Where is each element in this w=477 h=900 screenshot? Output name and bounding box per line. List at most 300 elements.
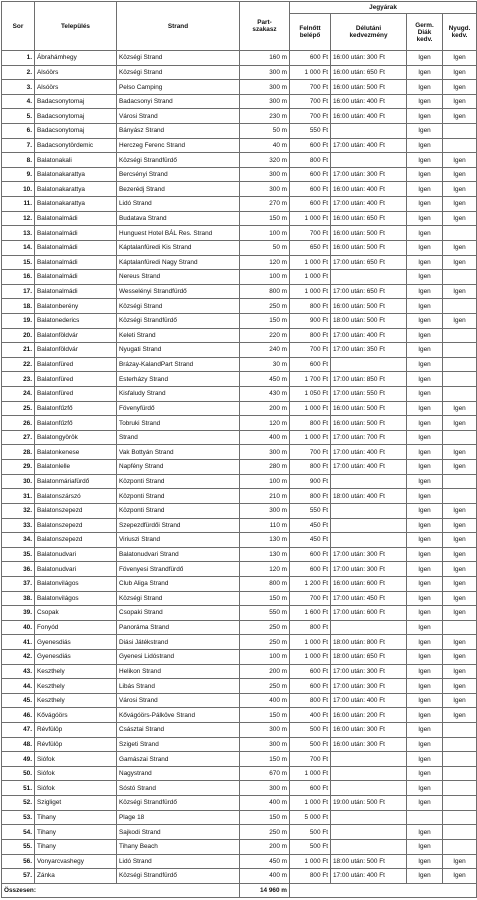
- settlement-cell: Balatonszepezd: [35, 518, 117, 533]
- afternoon-discount-cell: 17:00 után: 400 Ft: [331, 138, 407, 153]
- table-row: [2, 562, 477, 577]
- student-discount-cell: Igen: [407, 869, 443, 884]
- settlement-cell: Keszthely: [35, 693, 117, 708]
- shore-length-cell: 210 m: [240, 489, 290, 504]
- row-number: 33.: [2, 518, 35, 533]
- adult-price-cell: 600 Ft: [290, 182, 331, 197]
- senior-discount-cell: Igen: [443, 649, 477, 664]
- settlement-cell: Balatonakarattya: [35, 167, 117, 182]
- senior-discount-cell: Igen: [443, 240, 477, 255]
- adult-price-cell: 700 Ft: [290, 94, 331, 109]
- table-row: [2, 635, 477, 650]
- settlement-cell: Balatonszárszó: [35, 489, 117, 504]
- afternoon-discount-cell: [331, 474, 407, 489]
- shore-length-cell: 100 m: [240, 226, 290, 241]
- beach-name-cell: Császtai Strand: [117, 723, 240, 738]
- beach-name-cell: Diási Játékstrand: [117, 635, 240, 650]
- table-row: [2, 357, 477, 372]
- beach-name-cell: Strand: [117, 430, 240, 445]
- afternoon-discount-cell: 17:00 után: 300 Ft: [331, 547, 407, 562]
- settlement-cell: Badacsonytomaj: [35, 109, 117, 124]
- total-empty-cell: [290, 883, 477, 898]
- senior-discount-cell: Igen: [443, 445, 477, 460]
- shore-length-cell: 400 m: [240, 430, 290, 445]
- shore-length-cell: 50 m: [240, 240, 290, 255]
- afternoon-discount-cell: [331, 752, 407, 767]
- beach-name-cell: Viriuszi Strand: [117, 533, 240, 548]
- beach-name-cell: Wesselényi Strandfürdő: [117, 284, 240, 299]
- student-discount-cell: Igen: [407, 489, 443, 504]
- student-discount-cell: Igen: [407, 781, 443, 796]
- table-row: [2, 80, 477, 95]
- shore-length-cell: 150 m: [240, 313, 290, 328]
- shore-length-cell: 150 m: [240, 591, 290, 606]
- afternoon-discount-cell: [331, 825, 407, 840]
- shore-length-cell: 300 m: [240, 65, 290, 80]
- shore-length-cell: 200 m: [240, 664, 290, 679]
- afternoon-discount-cell: 16:00 után: 500 Ft: [331, 401, 407, 416]
- senior-discount-cell: Igen: [443, 182, 477, 197]
- adult-price-cell: 1 200 Ft: [290, 576, 331, 591]
- senior-discount-cell: [443, 430, 477, 445]
- beach-name-cell: Községi Strandfürdő: [117, 313, 240, 328]
- row-number: 8.: [2, 153, 35, 168]
- settlement-cell: Balatonberény: [35, 299, 117, 314]
- beach-name-cell: Brázay-KalandPart Strand: [117, 357, 240, 372]
- afternoon-discount-cell: 16:00 után: 300 Ft: [331, 51, 407, 66]
- shore-length-cell: 150 m: [240, 752, 290, 767]
- beach-name-cell: Lidó Strand: [117, 854, 240, 869]
- senior-discount-cell: Igen: [443, 503, 477, 518]
- shore-length-cell: 300 m: [240, 167, 290, 182]
- beach-name-cell: Badacsonyi Strand: [117, 94, 240, 109]
- settlement-cell: Balatonalmádi: [35, 270, 117, 285]
- beach-name-cell: Club Aliga Strand: [117, 576, 240, 591]
- senior-discount-cell: Igen: [443, 679, 477, 694]
- senior-discount-cell: Igen: [443, 606, 477, 621]
- shore-length-cell: 300 m: [240, 445, 290, 460]
- afternoon-discount-cell: 16:00 után: 400 Ft: [331, 182, 407, 197]
- table-row: [2, 255, 477, 270]
- row-number: 47.: [2, 723, 35, 738]
- student-discount-cell: Igen: [407, 124, 443, 139]
- senior-discount-cell: Igen: [443, 591, 477, 606]
- afternoon-discount-cell: 17:00 után: 400 Ft: [331, 693, 407, 708]
- row-number: 11.: [2, 197, 35, 212]
- settlement-cell: Gyenesdiás: [35, 635, 117, 650]
- settlement-cell: Balatonederics: [35, 313, 117, 328]
- row-number: 19.: [2, 313, 35, 328]
- senior-discount-cell: [443, 372, 477, 387]
- table-row: [2, 328, 477, 343]
- senior-discount-cell: Igen: [443, 65, 477, 80]
- adult-price-cell: 600 Ft: [290, 664, 331, 679]
- row-number: 40.: [2, 620, 35, 635]
- shore-length-cell: 150 m: [240, 211, 290, 226]
- senior-discount-cell: Igen: [443, 562, 477, 577]
- student-discount-cell: Igen: [407, 606, 443, 621]
- beach-name-cell: Községi Strand: [117, 65, 240, 80]
- row-number: 17.: [2, 284, 35, 299]
- senior-discount-cell: [443, 737, 477, 752]
- table-row: [2, 781, 477, 796]
- student-discount-cell: Igen: [407, 503, 443, 518]
- senior-discount-cell: Igen: [443, 693, 477, 708]
- table-row: [2, 723, 477, 738]
- shore-length-cell: 300 m: [240, 781, 290, 796]
- shore-length-cell: 550 m: [240, 606, 290, 621]
- afternoon-discount-cell: 16:00 után: 300 Ft: [331, 737, 407, 752]
- afternoon-discount-cell: 17:00 után: 300 Ft: [331, 562, 407, 577]
- beach-name-cell: Tobruki Strand: [117, 416, 240, 431]
- table-row: [2, 825, 477, 840]
- settlement-cell: Ábrahámhegy: [35, 51, 117, 66]
- adult-price-cell: 700 Ft: [290, 226, 331, 241]
- settlement-cell: Balatonakarattya: [35, 182, 117, 197]
- afternoon-discount-cell: 18:00 után: 650 Ft: [331, 649, 407, 664]
- table-body: [2, 51, 477, 884]
- senior-discount-cell: Igen: [443, 51, 477, 66]
- beach-name-cell: Pelso Camping: [117, 80, 240, 95]
- settlement-cell: Gyenesdiás: [35, 649, 117, 664]
- adult-price-cell: 1 000 Ft: [290, 430, 331, 445]
- table-row: [2, 737, 477, 752]
- table-row: [2, 430, 477, 445]
- shore-length-cell: 100 m: [240, 474, 290, 489]
- beach-name-cell: Központi Strand: [117, 474, 240, 489]
- shore-length-cell: 240 m: [240, 343, 290, 358]
- row-number: 7.: [2, 138, 35, 153]
- row-number: 28.: [2, 445, 35, 460]
- settlement-cell: Balatonalmádi: [35, 284, 117, 299]
- beach-name-cell: Községi Strand: [117, 51, 240, 66]
- senior-discount-cell: [443, 387, 477, 402]
- beach-name-cell: Csopaki Strand: [117, 606, 240, 621]
- afternoon-discount-cell: 17:00 után: 400 Ft: [331, 328, 407, 343]
- table-row: [2, 460, 477, 475]
- settlement-cell: Balatonlelle: [35, 460, 117, 475]
- settlement-cell: Fonyód: [35, 620, 117, 635]
- senior-discount-cell: Igen: [443, 518, 477, 533]
- student-discount-cell: Igen: [407, 284, 443, 299]
- afternoon-discount-cell: 16:00 után: 200 Ft: [331, 708, 407, 723]
- shore-length-cell: 130 m: [240, 533, 290, 548]
- afternoon-discount-cell: 18:00 után: 500 Ft: [331, 854, 407, 869]
- table-row: [2, 299, 477, 314]
- senior-discount-cell: [443, 357, 477, 372]
- afternoon-discount-cell: 17:00 után: 450 Ft: [331, 591, 407, 606]
- beach-name-cell: Kisfaludy Strand: [117, 387, 240, 402]
- senior-discount-cell: Igen: [443, 533, 477, 548]
- row-number: 5.: [2, 109, 35, 124]
- shore-length-cell: 40 m: [240, 138, 290, 153]
- student-discount-cell: Igen: [407, 591, 443, 606]
- shore-length-cell: 230 m: [240, 109, 290, 124]
- beach-name-cell: Községi Strand: [117, 591, 240, 606]
- settlement-cell: Keszthely: [35, 679, 117, 694]
- afternoon-discount-cell: 16:00 után: 600 Ft: [331, 576, 407, 591]
- shore-length-cell: 150 m: [240, 810, 290, 825]
- table-row: [2, 766, 477, 781]
- student-discount-cell: Igen: [407, 167, 443, 182]
- beach-name-cell: Keleti Strand: [117, 328, 240, 343]
- adult-price-cell: 700 Ft: [290, 445, 331, 460]
- student-discount-cell: Igen: [407, 51, 443, 66]
- adult-price-cell: 700 Ft: [290, 752, 331, 767]
- afternoon-discount-cell: 17:00 után: 550 Ft: [331, 387, 407, 402]
- row-number: 6.: [2, 124, 35, 139]
- adult-price-cell: 800 Ft: [290, 153, 331, 168]
- table-row: [2, 124, 477, 139]
- shore-length-cell: 250 m: [240, 679, 290, 694]
- senior-discount-cell: Igen: [443, 401, 477, 416]
- shore-length-cell: 30 m: [240, 357, 290, 372]
- student-discount-cell: Igen: [407, 679, 443, 694]
- afternoon-discount-cell: [331, 766, 407, 781]
- afternoon-discount-cell: 16:00 után: 300 Ft: [331, 723, 407, 738]
- student-discount-cell: Igen: [407, 854, 443, 869]
- shore-length-cell: 100 m: [240, 649, 290, 664]
- settlement-cell: Balatonudvari: [35, 562, 117, 577]
- row-number: 2.: [2, 65, 35, 80]
- shore-length-cell: 300 m: [240, 80, 290, 95]
- student-discount-cell: Igen: [407, 343, 443, 358]
- row-number: 1.: [2, 51, 35, 66]
- student-discount-cell: Igen: [407, 357, 443, 372]
- student-discount-cell: Igen: [407, 372, 443, 387]
- student-discount-cell: Igen: [407, 182, 443, 197]
- table-row: [2, 693, 477, 708]
- shore-length-cell: 430 m: [240, 387, 290, 402]
- senior-discount-cell: [443, 781, 477, 796]
- beach-name-cell: Községi Strandfürdő: [117, 869, 240, 884]
- student-discount-cell: Igen: [407, 649, 443, 664]
- adult-price-cell: 600 Ft: [290, 547, 331, 562]
- afternoon-discount-cell: 17:00 után: 650 Ft: [331, 255, 407, 270]
- shore-length-cell: 400 m: [240, 693, 290, 708]
- settlement-cell: Balatonfűzfő: [35, 416, 117, 431]
- row-number: 53.: [2, 810, 35, 825]
- student-discount-cell: Igen: [407, 138, 443, 153]
- adult-price-cell: 600 Ft: [290, 51, 331, 66]
- table-row: [2, 518, 477, 533]
- adult-price-cell: 700 Ft: [290, 80, 331, 95]
- settlement-cell: Alsóörs: [35, 65, 117, 80]
- adult-price-cell: 500 Ft: [290, 825, 331, 840]
- shore-length-cell: 300 m: [240, 503, 290, 518]
- senior-discount-cell: Igen: [443, 664, 477, 679]
- shore-length-cell: 120 m: [240, 255, 290, 270]
- adult-price-cell: 600 Ft: [290, 679, 331, 694]
- settlement-cell: Balatonfűzfő: [35, 401, 117, 416]
- adult-price-cell: 550 Ft: [290, 503, 331, 518]
- beach-name-cell: Helikon Strand: [117, 664, 240, 679]
- settlement-cell: Balatonszepezd: [35, 503, 117, 518]
- afternoon-discount-cell: [331, 518, 407, 533]
- header-strand: Strand: [117, 2, 240, 51]
- table-row: [2, 620, 477, 635]
- adult-price-cell: 500 Ft: [290, 839, 331, 854]
- shore-length-cell: 300 m: [240, 94, 290, 109]
- adult-price-cell: 800 Ft: [290, 693, 331, 708]
- table-row: [2, 153, 477, 168]
- settlement-cell: Balatonudvari: [35, 547, 117, 562]
- student-discount-cell: Igen: [407, 825, 443, 840]
- settlement-cell: Balatonakali: [35, 153, 117, 168]
- adult-price-cell: 800 Ft: [290, 416, 331, 431]
- table-row: [2, 94, 477, 109]
- row-number: 15.: [2, 255, 35, 270]
- senior-discount-cell: [443, 839, 477, 854]
- adult-price-cell: 400 Ft: [290, 708, 331, 723]
- row-number: 37.: [2, 576, 35, 591]
- senior-discount-cell: [443, 124, 477, 139]
- beach-name-cell: Napfény Strand: [117, 460, 240, 475]
- student-discount-cell: [407, 810, 443, 825]
- student-discount-cell: Igen: [407, 299, 443, 314]
- student-discount-cell: Igen: [407, 533, 443, 548]
- settlement-cell: Tihany: [35, 825, 117, 840]
- table-header: [2, 2, 477, 51]
- row-number: 9.: [2, 167, 35, 182]
- shore-length-cell: 450 m: [240, 372, 290, 387]
- table-row: [2, 182, 477, 197]
- beach-name-cell: Fövenyfürdő: [117, 401, 240, 416]
- afternoon-discount-cell: 16:00 után: 500 Ft: [331, 416, 407, 431]
- shore-length-cell: 250 m: [240, 620, 290, 635]
- adult-price-cell: 1 000 Ft: [290, 796, 331, 811]
- student-discount-cell: Igen: [407, 416, 443, 431]
- settlement-cell: Balatonföldvár: [35, 328, 117, 343]
- beach-name-cell: Tihany Beach: [117, 839, 240, 854]
- senior-discount-cell: [443, 825, 477, 840]
- settlement-cell: Balatonföldvár: [35, 343, 117, 358]
- student-discount-cell: Igen: [407, 474, 443, 489]
- adult-price-cell: 450 Ft: [290, 533, 331, 548]
- afternoon-discount-cell: [331, 124, 407, 139]
- table-row: [2, 679, 477, 694]
- student-discount-cell: Igen: [407, 693, 443, 708]
- row-number: 38.: [2, 591, 35, 606]
- adult-price-cell: 1 600 Ft: [290, 606, 331, 621]
- beach-name-cell: Hunguest Hotel BÁL Res. Strand: [117, 226, 240, 241]
- adult-price-cell: 800 Ft: [290, 489, 331, 504]
- senior-discount-cell: Igen: [443, 109, 477, 124]
- table-row: [2, 591, 477, 606]
- settlement-cell: Tihany: [35, 810, 117, 825]
- settlement-cell: Révfülöp: [35, 723, 117, 738]
- afternoon-discount-cell: 17:00 után: 700 Ft: [331, 430, 407, 445]
- table-row: [2, 533, 477, 548]
- adult-price-cell: 600 Ft: [290, 562, 331, 577]
- senior-discount-cell: [443, 270, 477, 285]
- settlement-cell: Balatonkenese: [35, 445, 117, 460]
- settlement-cell: Zánka: [35, 869, 117, 884]
- senior-discount-cell: Igen: [443, 869, 477, 884]
- table-row: [2, 211, 477, 226]
- table-row: [2, 372, 477, 387]
- afternoon-discount-cell: [331, 810, 407, 825]
- beach-name-cell: Sajkodi Strand: [117, 825, 240, 840]
- beach-name-cell: Városi Strand: [117, 693, 240, 708]
- beach-name-cell: Községi Strandfürdő: [117, 153, 240, 168]
- student-discount-cell: Igen: [407, 211, 443, 226]
- row-number: 24.: [2, 387, 35, 402]
- shore-length-cell: 130 m: [240, 547, 290, 562]
- afternoon-discount-cell: [331, 839, 407, 854]
- adult-price-cell: 500 Ft: [290, 723, 331, 738]
- senior-discount-cell: Igen: [443, 460, 477, 475]
- afternoon-discount-cell: 16:00 után: 500 Ft: [331, 240, 407, 255]
- header-germ: Germ. Diák kedv.: [407, 14, 443, 51]
- adult-price-cell: 1 050 Ft: [290, 387, 331, 402]
- senior-discount-cell: [443, 328, 477, 343]
- row-number: 44.: [2, 679, 35, 694]
- afternoon-discount-cell: 16:00 után: 500 Ft: [331, 299, 407, 314]
- shore-length-cell: 200 m: [240, 401, 290, 416]
- settlement-cell: Balatonakarattya: [35, 197, 117, 212]
- shore-length-cell: 320 m: [240, 153, 290, 168]
- beach-name-cell: Bercsényi Strand: [117, 167, 240, 182]
- table-row: [2, 284, 477, 299]
- beach-name-cell: Budatava Strand: [117, 211, 240, 226]
- afternoon-discount-cell: 16:00 után: 650 Ft: [331, 211, 407, 226]
- row-number: 34.: [2, 533, 35, 548]
- row-number: 43.: [2, 664, 35, 679]
- shore-length-cell: 250 m: [240, 825, 290, 840]
- adult-price-cell: 5 000 Ft: [290, 810, 331, 825]
- table-row: [2, 387, 477, 402]
- senior-discount-cell: [443, 489, 477, 504]
- beach-name-cell: Vak Bottyán Strand: [117, 445, 240, 460]
- shore-length-cell: 280 m: [240, 460, 290, 475]
- beach-name-cell: Községi Strand: [117, 299, 240, 314]
- student-discount-cell: Igen: [407, 562, 443, 577]
- settlement-cell: Balatonszepezd: [35, 533, 117, 548]
- afternoon-discount-cell: 17:00 után: 850 Ft: [331, 372, 407, 387]
- afternoon-discount-cell: 16:00 után: 500 Ft: [331, 80, 407, 95]
- senior-discount-cell: Igen: [443, 167, 477, 182]
- shore-length-cell: 400 m: [240, 869, 290, 884]
- table-row: [2, 752, 477, 767]
- adult-price-cell: 1 000 Ft: [290, 211, 331, 226]
- row-number: 20.: [2, 328, 35, 343]
- table-row: [2, 270, 477, 285]
- settlement-cell: Siófok: [35, 752, 117, 767]
- table-row: [2, 708, 477, 723]
- senior-discount-cell: Igen: [443, 255, 477, 270]
- beach-prices-table: [1, 1, 477, 898]
- row-number: 49.: [2, 752, 35, 767]
- row-number: 4.: [2, 94, 35, 109]
- senior-discount-cell: [443, 752, 477, 767]
- beach-name-cell: Káptalanfüredi Kis Strand: [117, 240, 240, 255]
- adult-price-cell: 900 Ft: [290, 313, 331, 328]
- afternoon-discount-cell: 16:00 után: 400 Ft: [331, 109, 407, 124]
- beach-name-cell: Bezerédj Strand: [117, 182, 240, 197]
- row-number: 42.: [2, 649, 35, 664]
- adult-price-cell: 1 000 Ft: [290, 65, 331, 80]
- senior-discount-cell: Igen: [443, 197, 477, 212]
- senior-discount-cell: [443, 343, 477, 358]
- afternoon-discount-cell: 17:00 után: 400 Ft: [331, 445, 407, 460]
- row-number: 22.: [2, 357, 35, 372]
- shore-length-cell: 450 m: [240, 854, 290, 869]
- adult-price-cell: 700 Ft: [290, 343, 331, 358]
- row-number: 21.: [2, 343, 35, 358]
- row-number: 14.: [2, 240, 35, 255]
- student-discount-cell: Igen: [407, 708, 443, 723]
